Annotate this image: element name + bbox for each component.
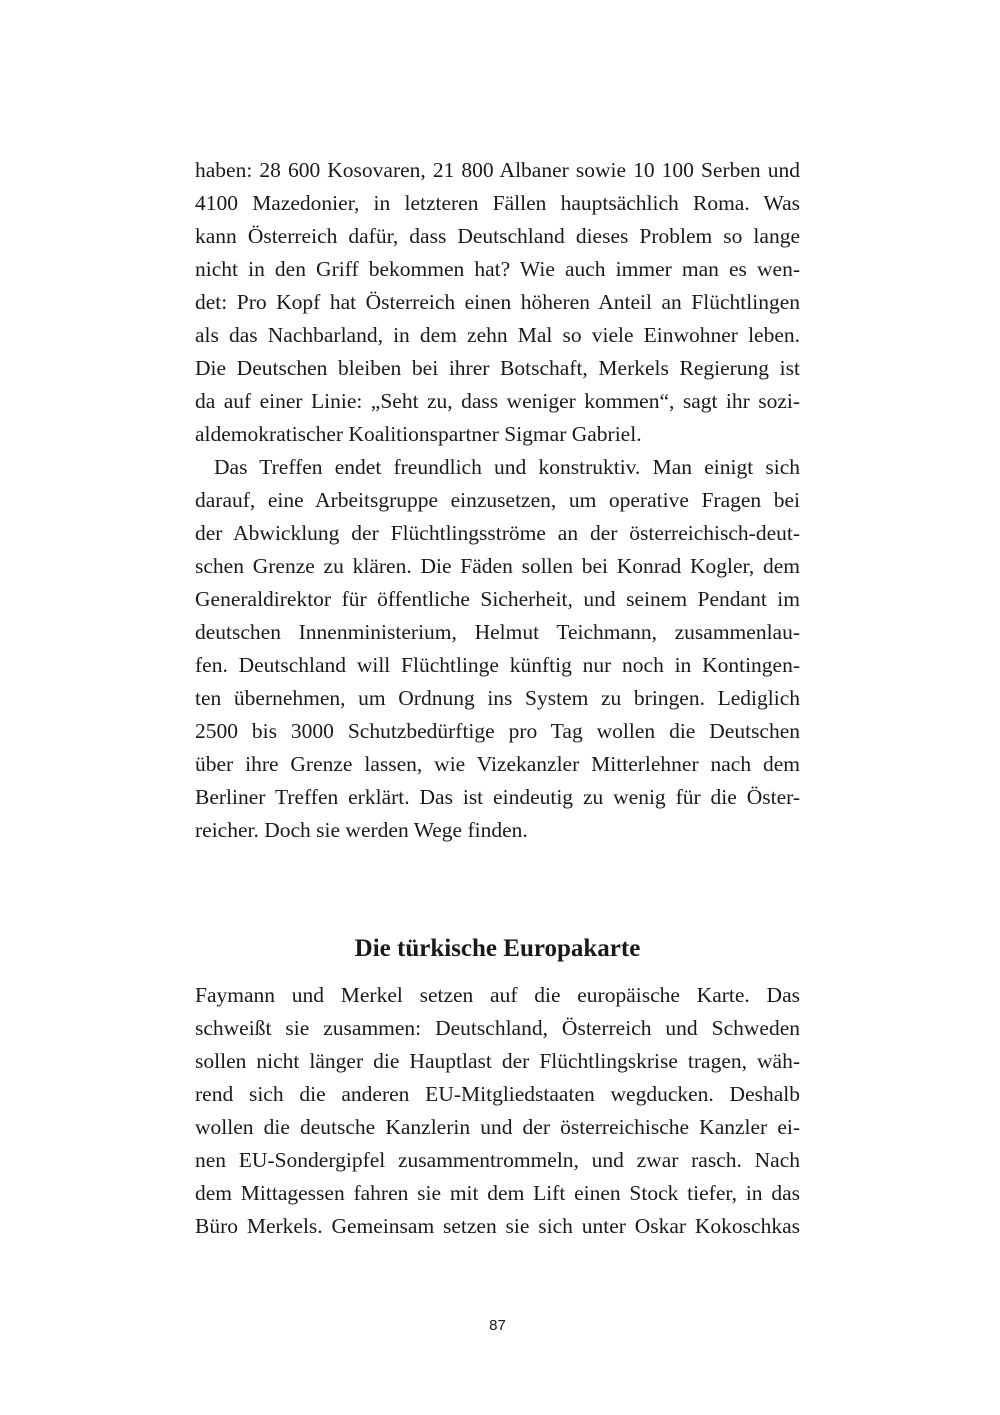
- text-line: dem Mittagessen fahren sie mit dem Lift einen Stock tiefer, in das: [195, 1181, 800, 1205]
- text-line: wollen die deutsche Kanzlerin und der österreichische Kanzler ei-: [195, 1115, 800, 1139]
- text-line: der Abwicklung der Flüchtlingsströme an der österreichisch-deut-: [195, 521, 800, 545]
- text-line: rend sich die anderen EU-Mitgliedstaaten wegducken. Deshalb: [195, 1082, 800, 1106]
- text-line: Die Deutschen bleiben bei ihrer Botschaft, Merkels Regierung ist: [195, 356, 800, 380]
- text-line: über ihre Grenze lassen, wie Vizekanzler Mitterlehner nach dem: [195, 752, 800, 776]
- text-line: deutschen Innenministerium, Helmut Teichmann, zusammenlau-: [195, 620, 800, 644]
- page-number: 87: [489, 1317, 506, 1334]
- section-heading: Die türkische Europakarte: [354, 934, 641, 962]
- paragraph-3: [195, 979, 800, 1243]
- paragraph-1: [195, 154, 800, 451]
- text-line: nen EU-Sondergipfel zusammentrommeln, und zwar rasch. Nach: [195, 1148, 800, 1172]
- text-line: Berliner Treffen erklärt. Das ist eindeutig zu wenig für die Öster-: [195, 785, 800, 809]
- text-line: kann Österreich dafür, dass Deutschland dieses Problem so lange: [195, 224, 800, 248]
- text-line: reicher. Doch sie werden Wege finden.: [195, 818, 528, 842]
- text-line: schen Grenze zu klären. Die Fäden sollen bei Konrad Kogler, dem: [195, 554, 800, 578]
- text-line: darauf, eine Arbeitsgruppe einzusetzen, um operative Fragen bei: [195, 488, 800, 512]
- text-line: nicht in den Griff bekommen hat? Wie auch immer man es wen-: [195, 257, 800, 281]
- section-2-text: [195, 979, 800, 1243]
- text-line: ten übernehmen, um Ordnung ins System zu bringen. Lediglich: [195, 686, 800, 710]
- text-line: det: Pro Kopf hat Österreich einen höheren Anteil an Flüchtlingen: [195, 290, 800, 314]
- text-line: aldemokratischer Koalitionspartner Sigmar Gabriel.: [195, 422, 642, 446]
- text-line: als das Nachbarland, in dem zehn Mal so viele Einwohner leben.: [195, 323, 800, 347]
- text-line: 2500 bis 3000 Schutzbedürftige pro Tag wollen die Deutschen: [195, 719, 800, 743]
- text-line: schweißt sie zusammen: Deutschland, Österreich und Schweden: [195, 1016, 800, 1040]
- text-line: haben: 28 600 Kosovaren, 21 800 Albaner sowie 10 100 Serben und: [195, 158, 800, 182]
- paragraph-2: [195, 451, 800, 847]
- section-1-text: [195, 154, 800, 847]
- text-line: Das Treffen endet freundlich und konstruktiv. Man einigt sich: [214, 455, 800, 479]
- text-line: fen. Deutschland will Flüchtlinge künftig nur noch in Kontingen-: [195, 653, 800, 677]
- text-line: Faymann und Merkel setzen auf die europäische Karte. Das: [195, 983, 800, 1007]
- text-line: sollen nicht länger die Hauptlast der Flüchtlingskrise tragen, wäh-: [195, 1049, 800, 1073]
- text-line: da auf einer Linie: „Seht zu, dass weniger kommen“, sagt ihr sozi-: [195, 389, 800, 413]
- text-line: Generaldirektor für öffentliche Sicherheit, und seinem Pendant im: [195, 587, 800, 611]
- text-line: Büro Merkels. Gemeinsam setzen sie sich unter Oskar Kokoschkas: [195, 1214, 800, 1238]
- text-line: 4100 Mazedonier, in letzteren Fällen hauptsächlich Roma. Was: [195, 191, 800, 215]
